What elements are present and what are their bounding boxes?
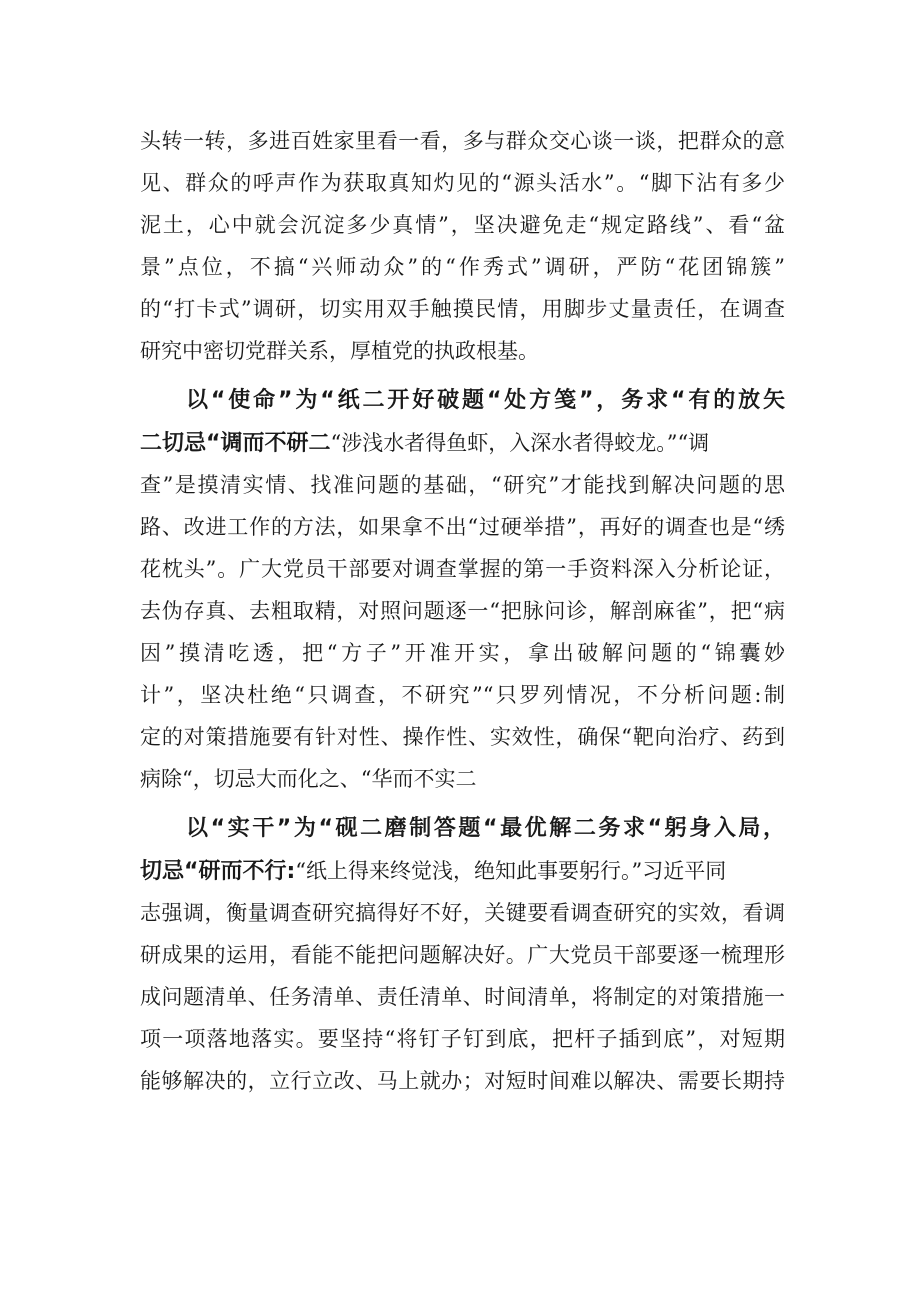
- text-line: 定的对策措施要有针对性、操作性、实效性，确保“靶向治疗、药到: [140, 725, 785, 749]
- text-line: 的“打卡式”调研，切实用双手触摸民情，用脚步丈量责任，在调查: [140, 297, 785, 321]
- text-line: 景”点位，不搞“兴师动众”的“作秀式”调研，严防“花团锦簇”: [140, 255, 785, 279]
- text-line: 路、改进工作的方法，如果拿不出“过硬举措”，再好的调查也是“绣: [140, 515, 785, 539]
- quote-text: “涉浅水者得鱼虾，入深水者得蛟龙。”“调: [330, 431, 710, 455]
- paragraph-heading: 以“使命”为“纸二开好破题“处方笺”，务求“有的放矢: [186, 388, 785, 413]
- text-line: 见、群众的呼声作为获取真知灼见的“源头活水”。“脚下沾有多少: [140, 171, 785, 195]
- text-line: 研究中密切党群关系，厚植党的执政根基。: [140, 339, 539, 363]
- text-line: 研成果的运用，看能不能把问题解决好。广大党员干部要逐一梳理形: [140, 943, 785, 967]
- paragraph-heading: 二切忌“调而不研二: [140, 431, 331, 456]
- text-line: 花枕头”。广大党员干部要对调查掌握的第一手资料深入分析论证，: [140, 557, 785, 581]
- paragraph-heading-line: [140, 854, 785, 888]
- quote-text: “纸上得来终觉浅，绝知此事要躬行。”习近平同: [295, 859, 727, 883]
- text-line: 头转一转，多进百姓家里看一看，多与群众交心谈一谈，把群众的意: [140, 129, 785, 153]
- text-line: 因”摸清吃透，把“方子”开准开实，拿出破解问题的“锦囊妙: [140, 641, 785, 665]
- text-line: 病除“，切忌大而化之、“华而不实二: [140, 767, 477, 791]
- text-line: 成问题清单、任务清单、责任清单、时间清单，将制定的对策措施一: [140, 985, 785, 1009]
- paragraph-heading: 以“实干”为“砚二磨制答题“最优解二务求“躬身入局，: [186, 816, 785, 841]
- text-line: 查”是摸清实情、找准问题的基础，“研究”才能找到解决问题的思: [140, 473, 785, 497]
- paragraph-heading-line: [140, 426, 785, 460]
- text-line: 泥土，心中就会沉淀多少真情”，坚决避免走“规定路线”、看“盆: [140, 213, 785, 237]
- text-line: 项一项落地落实。要坚持“将钉子钉到底，把杆子插到底”，对短期: [140, 1027, 785, 1051]
- paragraph-heading: 切忌“研而不行:: [140, 859, 296, 884]
- text-line: 去伪存真、去粗取精，对照问题逐一“把脉问诊，解剖麻雀”，把“病: [140, 599, 785, 623]
- text-line: 能够解决的，立行立改、马上就办；对短时间难以解决、需要长期持: [140, 1069, 785, 1093]
- text-line: 计”，坚决杜绝“只调查，不研究”“只罗列情况，不分析问题:制: [140, 683, 785, 707]
- text-line: 志强调，衡量调查研究搞得好不好，关键要看调查研究的实效，看调: [140, 901, 785, 925]
